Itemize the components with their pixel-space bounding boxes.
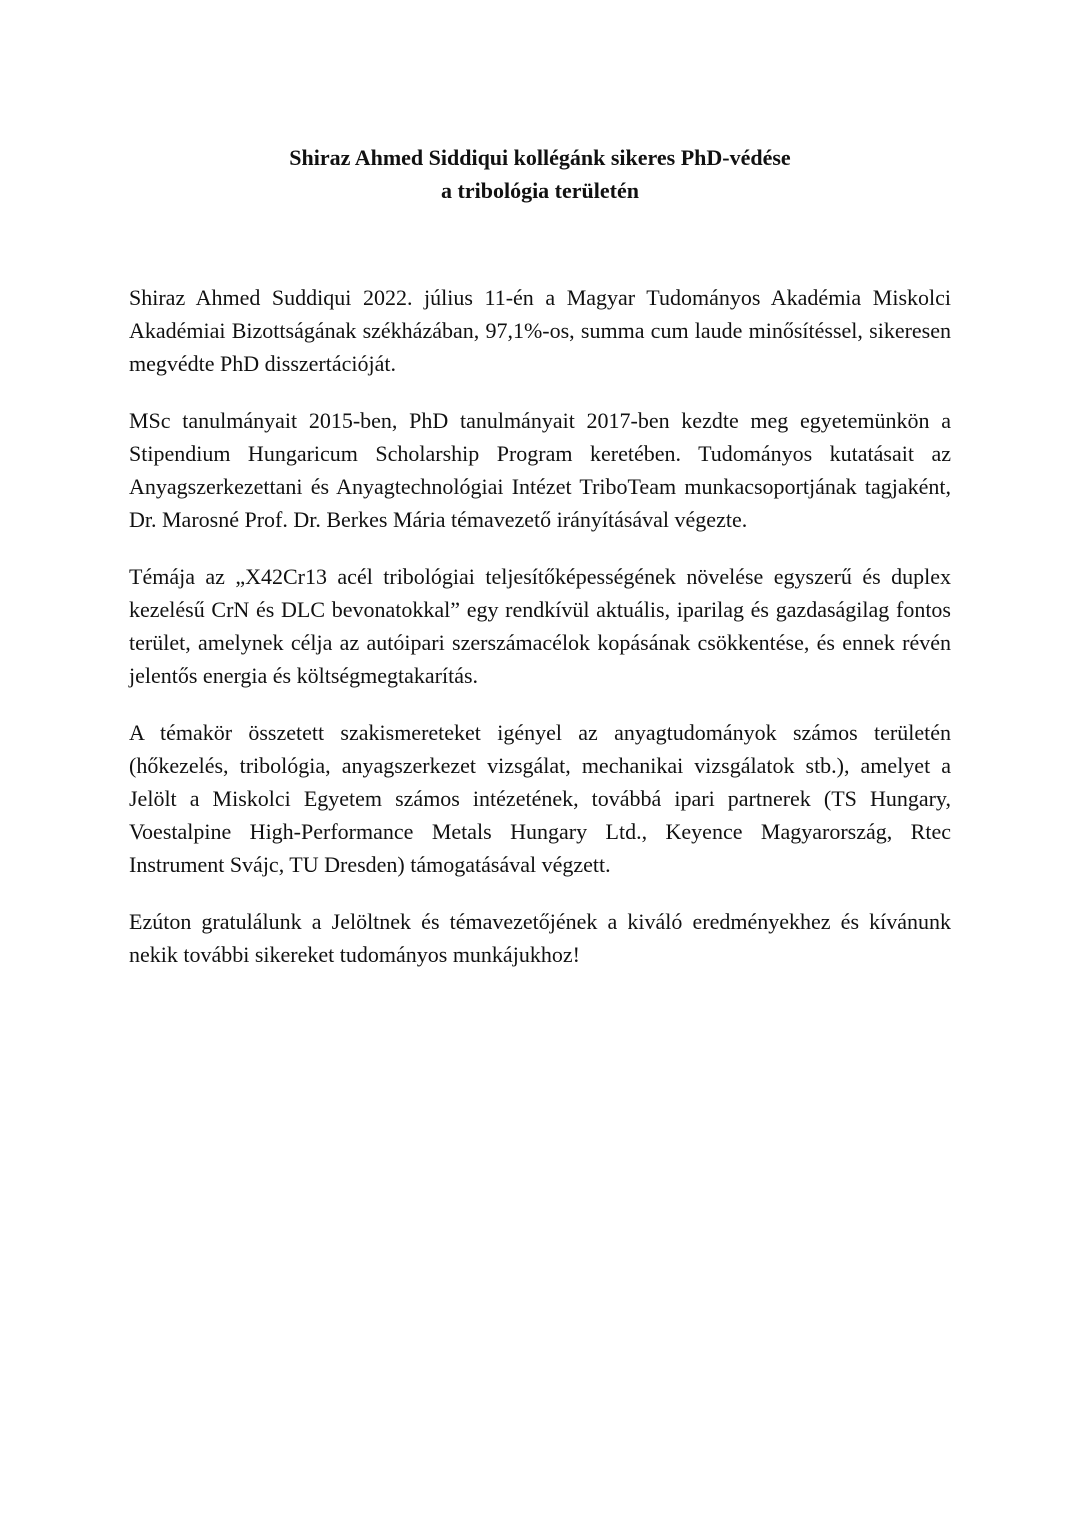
document-title — [129, 141, 951, 207]
paragraph-studies: MSc tanulmányait 2015-ben, PhD tanulmányait 2017-ben kezdte meg egyetemünkön a Stipendium Hungaricum Scholarship Program keretében. Tudományos kutatásait az Anyagszerkezettani és Anyagtechnológiai Intézet TriboTeam munkacsoportjának tagjaként, Dr. Marosné Prof. Dr. Berkes Mária témavezető irányításával végezte. — [129, 408, 951, 532]
title-line-2: a tribológia területén — [441, 178, 639, 203]
paragraph-defense: Shiraz Ahmed Suddiqui 2022. július 11-én a Magyar Tudományos Akadémia Miskolci Akadémiai Bizottságának székházában, 97,1%-os, summa cum laude minősítéssel, sikeresen megvédte PhD disszertációját. — [129, 285, 951, 376]
paragraph-congratulations: Ezúton gratulálunk a Jelöltnek és témavezetőjének a kiváló eredményekhez és kívánunk nekik további sikereket tudományos munkájukhoz! — [129, 909, 951, 967]
document-body — [129, 281, 951, 995]
paragraph-topic: Témája az „X42Cr13 acél tribológiai teljesítőképességének növelése egyszerű és duplex kezelésű CrN és DLC bevonatokkal” egy rendkívül aktuális, iparilag és gazdaságilag fontos terület, amelynek célja az autóipari szerszámacélok kopásának csökkentése, és ennek révén jelentős energia és költségmegtakarítás. — [129, 564, 951, 688]
title-line-1: Shiraz Ahmed Siddiqui kollégánk sikeres PhD-védése — [289, 145, 791, 170]
paragraph-expertise: A témakör összetett szakismereteket igényel az anyagtudományok számos területén (hőkezelés, tribológia, anyagszerkezet vizsgálat, mechanikai vizsgálatok stb.), amelyet a Jelölt a Miskolci Egyetem számos intézetének, továbbá ipari partnerek (TS Hungary, Voestalpine High-Performance Metals Hungary Ltd., Keyence Magyarország, Rtec Instrument Svájc, TU Dresden) támogatásával végzett. — [129, 720, 951, 877]
